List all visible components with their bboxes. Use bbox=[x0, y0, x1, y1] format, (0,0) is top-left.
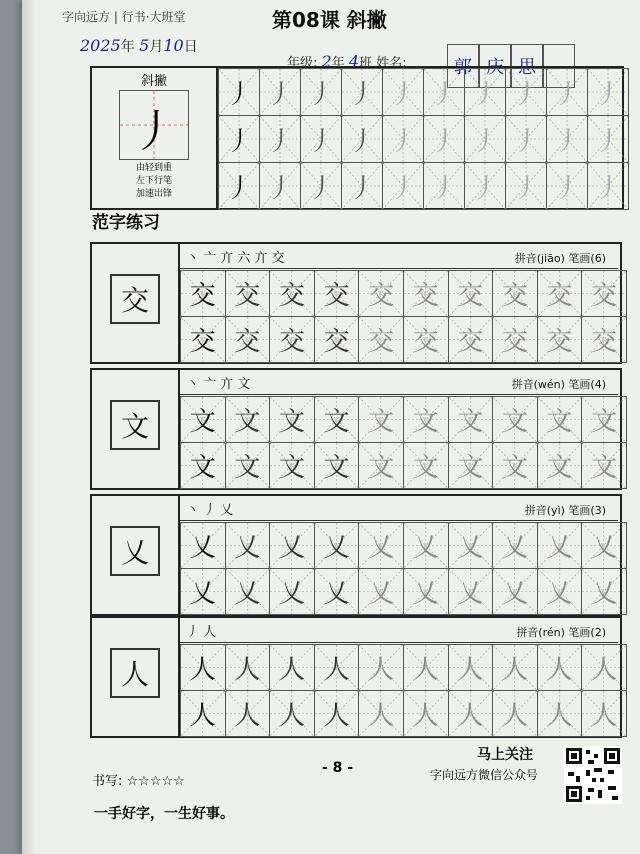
practice-cell bbox=[359, 443, 404, 489]
brand-label: 字向远方 | 行书·大班堂 bbox=[62, 10, 186, 24]
practice-character: 人 bbox=[546, 701, 573, 731]
rating bbox=[92, 770, 185, 789]
practice-character: 人 bbox=[278, 701, 305, 731]
practice-cell bbox=[448, 317, 493, 363]
practice-cell bbox=[260, 163, 301, 210]
practice-character: 交 bbox=[412, 281, 439, 311]
practice-cell bbox=[448, 271, 493, 317]
practice-cell bbox=[301, 116, 342, 163]
practice-character: 人 bbox=[323, 701, 350, 731]
practice-cell bbox=[383, 69, 424, 116]
year-unit: 年 bbox=[120, 39, 135, 55]
qr-code bbox=[564, 746, 622, 804]
stroke-sample: 丿 bbox=[348, 126, 375, 157]
model-character: 交 bbox=[110, 274, 160, 324]
stroke-tips bbox=[92, 162, 216, 201]
practice-cell bbox=[314, 271, 359, 317]
practice-cell bbox=[270, 569, 315, 615]
practice-character: 文 bbox=[501, 407, 528, 437]
practice-cell bbox=[493, 645, 538, 691]
practice-cell bbox=[403, 317, 448, 363]
practice-cell bbox=[493, 523, 538, 569]
class-unit: 年 bbox=[331, 56, 345, 71]
stroke-sample: 丿 bbox=[266, 79, 293, 110]
month-unit: 月 bbox=[149, 39, 164, 55]
practice-character: 文 bbox=[189, 407, 216, 437]
practice-cell bbox=[588, 163, 629, 210]
practice-character: 交 bbox=[591, 327, 618, 357]
practice-cell bbox=[465, 163, 506, 210]
practice-character: 交 bbox=[234, 281, 261, 311]
date-month: 5 bbox=[139, 36, 150, 55]
practice-character: 乂 bbox=[234, 533, 261, 563]
practice-cell bbox=[270, 317, 315, 363]
practice-character: 交 bbox=[368, 281, 395, 311]
practice-character: 乂 bbox=[323, 579, 350, 609]
practice-character: 乂 bbox=[457, 579, 484, 609]
practice-character: 乂 bbox=[501, 579, 528, 609]
practice-cell bbox=[582, 523, 627, 569]
practice-character: 文 bbox=[368, 407, 395, 437]
stroke-sample: 丿 bbox=[389, 173, 416, 204]
practice-cell bbox=[506, 116, 547, 163]
tip: 加速出锋 bbox=[135, 189, 172, 199]
practice-cell bbox=[582, 271, 627, 317]
practice-character: 交 bbox=[189, 327, 216, 357]
pinyin-label: 拼音(yì) 笔画(3) bbox=[524, 504, 606, 517]
practice-cell bbox=[342, 116, 383, 163]
practice-character: 文 bbox=[234, 453, 261, 483]
practice-cell bbox=[219, 163, 260, 210]
practice-character: 文 bbox=[368, 453, 395, 483]
practice-cell bbox=[342, 163, 383, 210]
practice-character: 人 bbox=[189, 655, 216, 685]
practice-character: 文 bbox=[546, 453, 573, 483]
practice-character: 文 bbox=[323, 407, 350, 437]
stroke-sample: 丿 bbox=[594, 79, 621, 110]
practice-character: 人 bbox=[323, 655, 350, 685]
practice-character: 交 bbox=[412, 327, 439, 357]
name-char: 郭 bbox=[447, 44, 479, 88]
practice-cell bbox=[359, 691, 404, 737]
practice-character: 人 bbox=[501, 655, 528, 685]
stroke-sample: 丿 bbox=[430, 173, 457, 204]
practice-cell bbox=[342, 69, 383, 116]
stroke-sample: 丿 bbox=[512, 79, 539, 110]
practice-cell bbox=[225, 443, 270, 489]
practice-cell bbox=[582, 645, 627, 691]
practice-character: 人 bbox=[234, 655, 261, 685]
practice-cell bbox=[225, 523, 270, 569]
stroke-practice-grid bbox=[218, 68, 629, 210]
practice-character: 文 bbox=[591, 453, 618, 483]
practice-cell bbox=[270, 397, 315, 443]
practice-cell bbox=[537, 645, 582, 691]
practice-cell bbox=[260, 116, 301, 163]
practice-cell bbox=[448, 645, 493, 691]
practice-cell bbox=[181, 443, 226, 489]
practice-character: 人 bbox=[457, 701, 484, 731]
practice-character: 交 bbox=[323, 327, 350, 357]
practice-cell bbox=[537, 569, 582, 615]
practice-character: 交 bbox=[278, 327, 305, 357]
practice-cell bbox=[506, 163, 547, 210]
practice-cell bbox=[465, 116, 506, 163]
stroke-sample: 丿 bbox=[266, 126, 293, 157]
practice-character: 交 bbox=[591, 281, 618, 311]
practice-cell bbox=[582, 569, 627, 615]
stroke-sample: 丿 bbox=[389, 79, 416, 110]
practice-character: 人 bbox=[591, 655, 618, 685]
stroke-name: 斜撇 bbox=[140, 74, 167, 89]
practice-character: 交 bbox=[234, 327, 261, 357]
grade-label: 年级: bbox=[287, 56, 318, 71]
date-day: 10 bbox=[163, 36, 184, 55]
practice-cell bbox=[537, 317, 582, 363]
practice-cell bbox=[537, 397, 582, 443]
practice-cell bbox=[270, 691, 315, 737]
date-line bbox=[80, 36, 198, 56]
practice-cell bbox=[181, 569, 226, 615]
practice-cell bbox=[403, 271, 448, 317]
practice-cell bbox=[314, 317, 359, 363]
stroke-sample: 丿 bbox=[471, 79, 498, 110]
practice-cell bbox=[270, 271, 315, 317]
practice-character: 人 bbox=[278, 655, 305, 685]
practice-character: 人 bbox=[412, 701, 439, 731]
practice-cell bbox=[314, 691, 359, 737]
follow-title: 马上关注 bbox=[477, 747, 533, 763]
practice-cell bbox=[582, 317, 627, 363]
practice-cell bbox=[301, 69, 342, 116]
practice-character: 文 bbox=[546, 407, 573, 437]
character-block bbox=[90, 368, 622, 490]
practice-character: 交 bbox=[501, 281, 528, 311]
practice-cell bbox=[383, 116, 424, 163]
practice-character: 文 bbox=[278, 407, 305, 437]
practice-character: 交 bbox=[368, 327, 395, 357]
practice-cell bbox=[225, 271, 270, 317]
practice-cell bbox=[225, 569, 270, 615]
practice-cell bbox=[225, 397, 270, 443]
practice-character: 人 bbox=[546, 655, 573, 685]
follow-subtitle: 字向远方微信公众号 bbox=[430, 768, 539, 782]
practice-cell bbox=[270, 443, 315, 489]
stroke-glyph: 丿 bbox=[132, 106, 176, 157]
practice-character: 人 bbox=[368, 655, 395, 685]
stroke-sample: 丿 bbox=[594, 173, 621, 204]
practice-cell bbox=[448, 397, 493, 443]
practice-cell bbox=[588, 69, 629, 116]
practice-cell bbox=[448, 443, 493, 489]
stroke-sample: 丿 bbox=[553, 126, 580, 157]
grade-value: 2 bbox=[321, 52, 332, 71]
character-block bbox=[90, 242, 622, 364]
practice-cell bbox=[537, 271, 582, 317]
practice-character: 乂 bbox=[189, 533, 216, 563]
practice-cell bbox=[314, 397, 359, 443]
practice-cell bbox=[301, 163, 342, 210]
practice-cell bbox=[225, 691, 270, 737]
practice-character: 交 bbox=[457, 327, 484, 357]
practice-character: 文 bbox=[412, 407, 439, 437]
practice-cell bbox=[537, 523, 582, 569]
practice-cell bbox=[547, 69, 588, 116]
practice-cell bbox=[181, 271, 226, 317]
pinyin-label: 拼音(wén) 笔画(4) bbox=[511, 378, 606, 391]
practice-cell bbox=[260, 69, 301, 116]
practice-cell bbox=[359, 317, 404, 363]
practice-cell bbox=[359, 271, 404, 317]
rating-stars: ☆☆☆☆☆ bbox=[126, 774, 185, 789]
model-character: 人 bbox=[110, 648, 160, 698]
practice-character: 乂 bbox=[591, 579, 618, 609]
stroke-sample: 丿 bbox=[307, 173, 334, 204]
practice-character: 乂 bbox=[546, 579, 573, 609]
practice-cell bbox=[582, 691, 627, 737]
practice-character: 交 bbox=[546, 281, 573, 311]
stroke-sample: 丿 bbox=[512, 126, 539, 157]
character-block bbox=[90, 616, 622, 738]
practice-character: 乂 bbox=[457, 533, 484, 563]
practice-cell bbox=[582, 443, 627, 489]
day-unit: 日 bbox=[183, 39, 198, 55]
practice-character: 交 bbox=[189, 281, 216, 311]
stroke-sample: 丿 bbox=[348, 79, 375, 110]
name-char: 庆 bbox=[479, 44, 511, 88]
stroke-sample: 丿 bbox=[553, 173, 580, 204]
practice-cell bbox=[219, 69, 260, 116]
practice-cell bbox=[582, 397, 627, 443]
practice-cell bbox=[424, 163, 465, 210]
practice-character: 交 bbox=[501, 327, 528, 357]
practice-character: 乂 bbox=[368, 579, 395, 609]
practice-character: 交 bbox=[457, 281, 484, 311]
practice-character: 乂 bbox=[368, 533, 395, 563]
practice-character: 文 bbox=[412, 453, 439, 483]
stroke-order: 丿 人 bbox=[186, 625, 217, 640]
practice-character: 交 bbox=[323, 281, 350, 311]
practice-character: 文 bbox=[189, 453, 216, 483]
practice-cell bbox=[270, 645, 315, 691]
practice-character: 乂 bbox=[412, 579, 439, 609]
practice-character: 乂 bbox=[323, 533, 350, 563]
practice-cell bbox=[403, 523, 448, 569]
practice-character: 人 bbox=[591, 701, 618, 731]
practice-cell bbox=[403, 645, 448, 691]
stroke-demo-box bbox=[119, 90, 189, 160]
practice-character: 文 bbox=[457, 407, 484, 437]
practice-character: 交 bbox=[278, 281, 305, 311]
practice-cell bbox=[493, 397, 538, 443]
practice-cell bbox=[314, 443, 359, 489]
practice-cell bbox=[493, 443, 538, 489]
name-char: 思 bbox=[511, 44, 543, 88]
practice-character: 文 bbox=[457, 453, 484, 483]
practice-character: 乂 bbox=[278, 533, 305, 563]
worksheet-page bbox=[22, 0, 640, 854]
practice-character: 人 bbox=[457, 655, 484, 685]
stroke-order: 丶 亠 亣 文 bbox=[186, 377, 251, 392]
practice-character: 交 bbox=[546, 327, 573, 357]
practice-cell bbox=[448, 691, 493, 737]
practice-cell bbox=[547, 116, 588, 163]
practice-cell bbox=[493, 271, 538, 317]
practice-cell bbox=[537, 443, 582, 489]
practice-cell bbox=[225, 645, 270, 691]
motto: 一手好字，一生好事。 bbox=[94, 806, 234, 822]
practice-character: 文 bbox=[501, 453, 528, 483]
practice-character: 人 bbox=[189, 701, 216, 731]
practice-cell bbox=[270, 523, 315, 569]
practice-cell bbox=[314, 645, 359, 691]
stroke-sample: 丿 bbox=[307, 79, 334, 110]
practice-cell bbox=[424, 116, 465, 163]
practice-character: 乂 bbox=[278, 579, 305, 609]
stroke-sample: 丿 bbox=[553, 79, 580, 110]
practice-character: 乂 bbox=[546, 533, 573, 563]
class-value: 4 bbox=[348, 52, 360, 71]
practice-character: 乂 bbox=[591, 533, 618, 563]
stroke-sample: 丿 bbox=[471, 126, 498, 157]
stroke-order: 丶 丿 乂 bbox=[186, 503, 234, 518]
practice-character: 文 bbox=[323, 453, 350, 483]
model-character: 乂 bbox=[110, 526, 160, 576]
stroke-sample: 丿 bbox=[225, 79, 252, 110]
practice-character: 文 bbox=[591, 407, 618, 437]
practice-cell bbox=[225, 317, 270, 363]
practice-cell bbox=[359, 645, 404, 691]
stroke-sample: 丿 bbox=[430, 79, 457, 110]
stroke-sample: 丿 bbox=[225, 126, 252, 157]
practice-character: 乂 bbox=[189, 579, 216, 609]
practice-character: 人 bbox=[368, 701, 395, 731]
practice-cell bbox=[493, 317, 538, 363]
rating-label: 书写: bbox=[92, 774, 123, 789]
practice-cell bbox=[359, 397, 404, 443]
section-title: 范字练习 bbox=[92, 213, 160, 233]
class-label: 班 姓名: bbox=[359, 56, 407, 71]
practice-cell bbox=[181, 523, 226, 569]
practice-character: 人 bbox=[234, 701, 261, 731]
practice-cell bbox=[424, 69, 465, 116]
practice-cell bbox=[465, 69, 506, 116]
practice-character: 文 bbox=[234, 407, 261, 437]
stroke-info bbox=[92, 68, 218, 208]
practice-cell bbox=[383, 163, 424, 210]
tip: 左下行笔 bbox=[135, 176, 172, 186]
practice-cell bbox=[219, 116, 260, 163]
practice-cell bbox=[493, 691, 538, 737]
stroke-order: 丶 亠 亣 六 亣 交 bbox=[186, 251, 285, 266]
stroke-sample: 丿 bbox=[471, 173, 498, 204]
model-character: 文 bbox=[110, 400, 160, 450]
practice-character: 人 bbox=[412, 655, 439, 685]
tip: 由轻到重 bbox=[135, 163, 172, 173]
page-number: - 8 - bbox=[322, 760, 354, 776]
practice-character: 乂 bbox=[412, 533, 439, 563]
stroke-sample: 丿 bbox=[389, 126, 416, 157]
practice-cell bbox=[181, 397, 226, 443]
stroke-sample: 丿 bbox=[225, 173, 252, 204]
stroke-sample: 丿 bbox=[266, 173, 293, 204]
practice-cell bbox=[181, 645, 226, 691]
practice-character: 乂 bbox=[234, 579, 261, 609]
stroke-sample: 丿 bbox=[594, 126, 621, 157]
practice-cell bbox=[493, 569, 538, 615]
practice-character: 乂 bbox=[501, 533, 528, 563]
practice-cell bbox=[359, 523, 404, 569]
practice-cell bbox=[537, 691, 582, 737]
practice-cell bbox=[448, 523, 493, 569]
practice-cell bbox=[588, 116, 629, 163]
practice-cell bbox=[359, 569, 404, 615]
pinyin-label: 拼音(rén) 笔画(2) bbox=[516, 626, 606, 639]
practice-cell bbox=[448, 569, 493, 615]
practice-character: 文 bbox=[278, 453, 305, 483]
stroke-panel bbox=[90, 66, 624, 210]
stroke-sample: 丿 bbox=[348, 173, 375, 204]
stroke-sample: 丿 bbox=[430, 126, 457, 157]
practice-cell bbox=[506, 69, 547, 116]
practice-cell bbox=[181, 317, 226, 363]
stroke-sample: 丿 bbox=[307, 126, 334, 157]
date-year: 2025 bbox=[80, 36, 121, 55]
practice-cell bbox=[314, 523, 359, 569]
character-block bbox=[90, 494, 622, 616]
practice-cell bbox=[403, 691, 448, 737]
lesson-title: 第08课 斜撇 bbox=[272, 8, 387, 32]
practice-cell bbox=[314, 569, 359, 615]
practice-character: 人 bbox=[501, 701, 528, 731]
practice-cell bbox=[403, 443, 448, 489]
practice-cell bbox=[403, 397, 448, 443]
stroke-sample: 丿 bbox=[512, 173, 539, 204]
pinyin-label: 拼音(jiāo) 笔画(6) bbox=[514, 252, 606, 265]
practice-cell bbox=[181, 691, 226, 737]
practice-cell bbox=[403, 569, 448, 615]
practice-cell bbox=[547, 163, 588, 210]
